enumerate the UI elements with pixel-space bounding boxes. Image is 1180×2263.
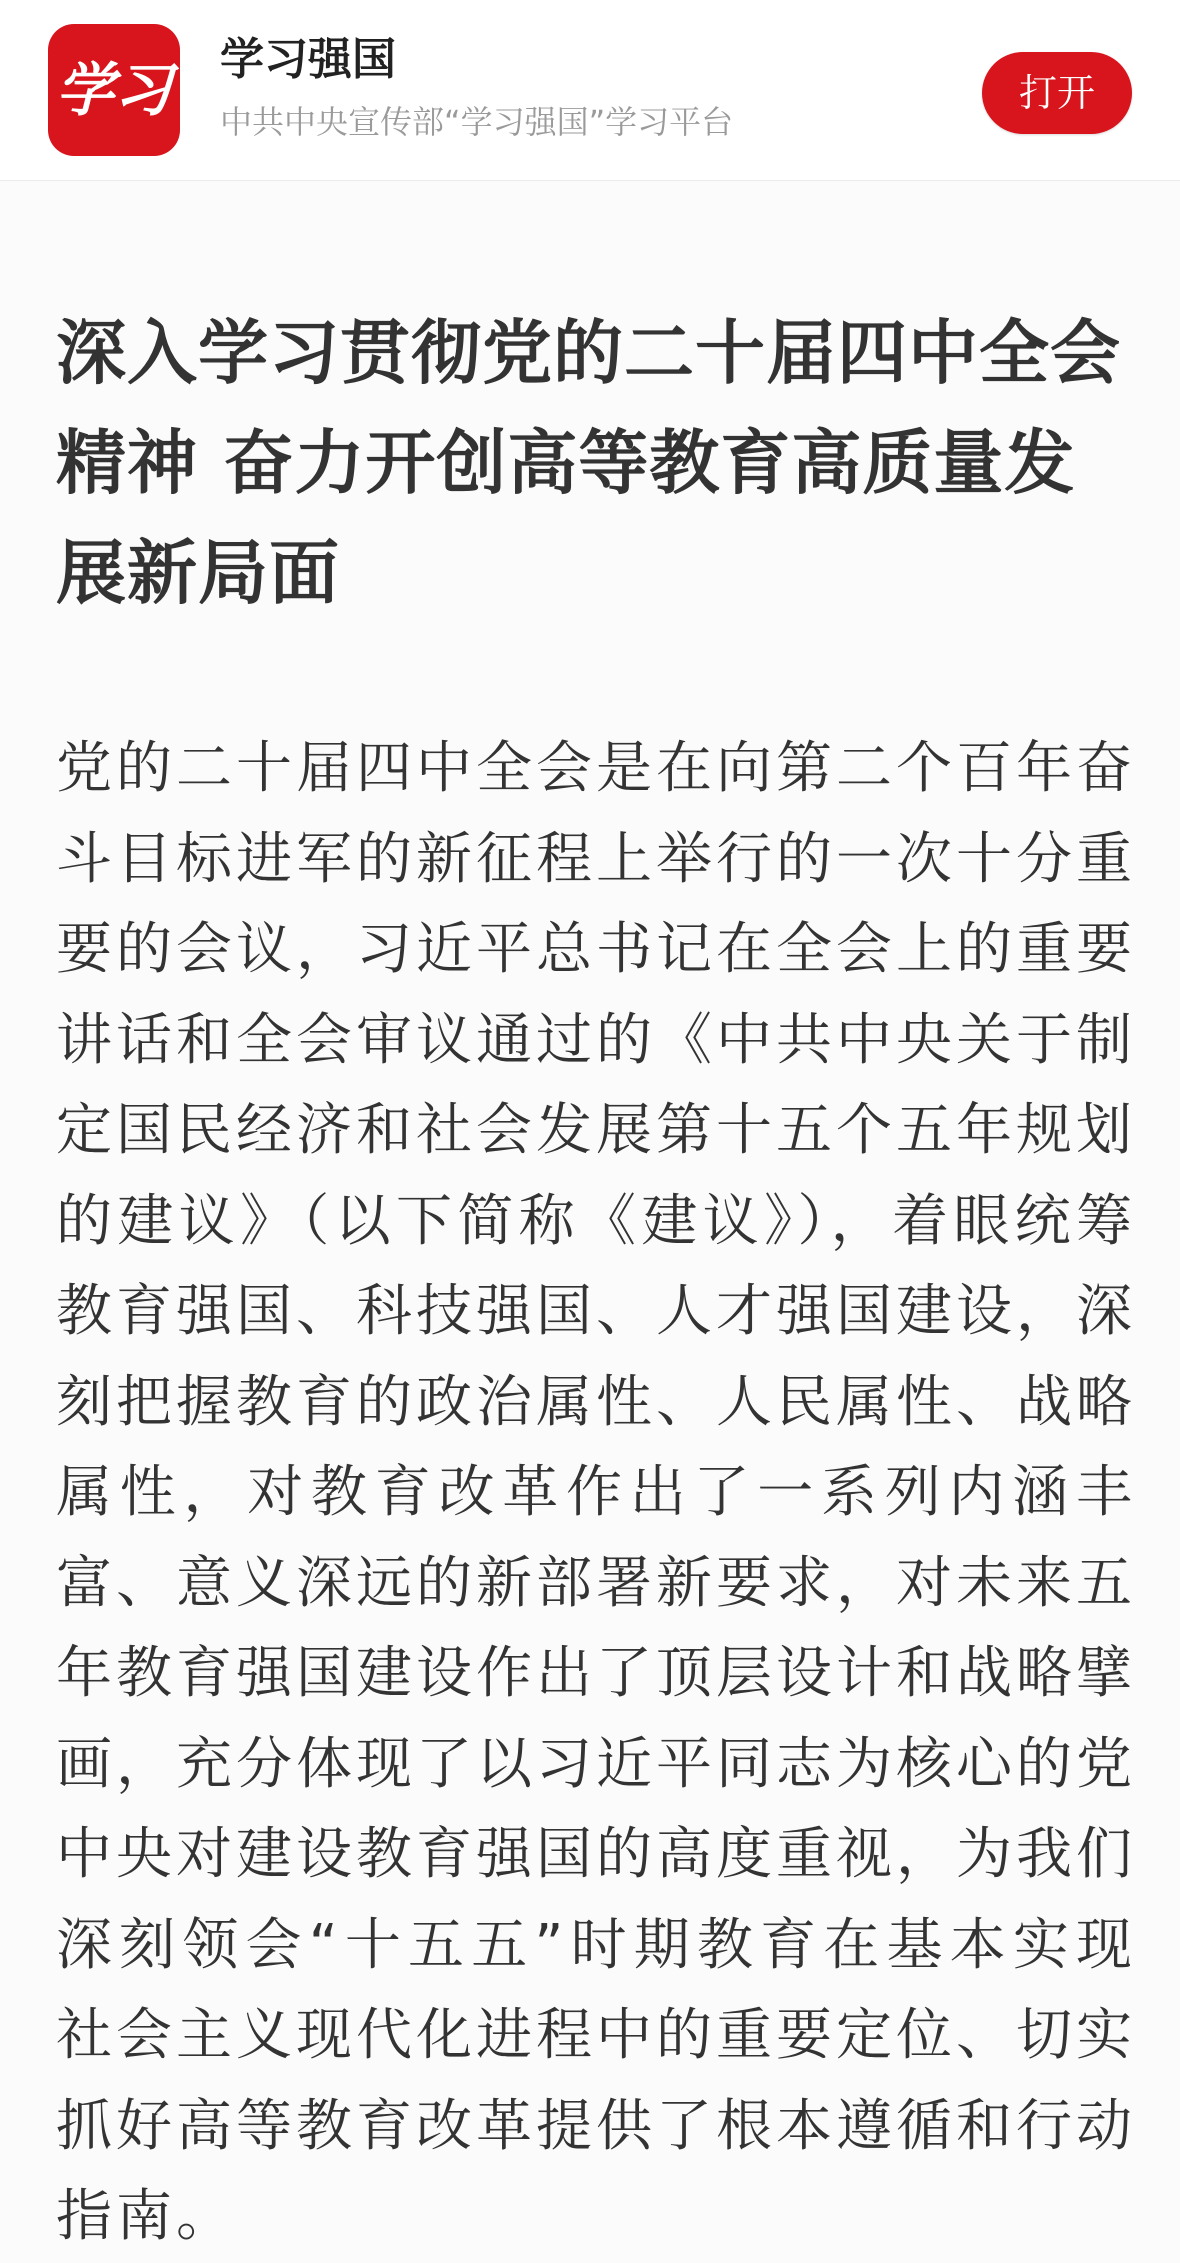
logo-text: 学习 [55, 56, 173, 124]
article-body: 党的二十届四中全会是在向第二个百年奋斗目标进军的新征程上举行的一次十分重要的会议，习近平总书记在全会上的重要讲话和全会审议通过的《中共中央关于制定国民经济和社会发展第十五个五年规划的建议》（以下简称《建议》），着眼统筹教育强国、科技强国、人才强国建设，深刻把握教育的政治属性、人民属性、战略属性，对教育改革作出了一系列内涵丰富、意义深远的新部署新要求，对未来五年教育强国建设作出了顶层设计和战略擘画，充分体现了以习近平同志为核心的党中央对建设教育强国的高度重视，为我们深刻领会“十五五”时期教育在基本实现社会主义现代化进程中的重要定位、切实抓好高等教育改革提供了根本遵循和行动指南。 [56, 736, 1136, 2249]
article-title: 深入学习贯彻党的二十届四中全会精神 奋力开创高等教育高质量发展新局面 [56, 312, 1121, 614]
article [56, 298, 1136, 2263]
app-name: 学习强国 [220, 34, 396, 85]
app-logo[interactable] [48, 24, 180, 156]
xuexi-logo-icon [48, 24, 180, 156]
open-app-button[interactable]: 打开 [982, 52, 1132, 134]
app-subtitle: 中共中央宣传部“学习强国”学习平台 [220, 103, 734, 141]
app-download-banner [0, 0, 1180, 181]
